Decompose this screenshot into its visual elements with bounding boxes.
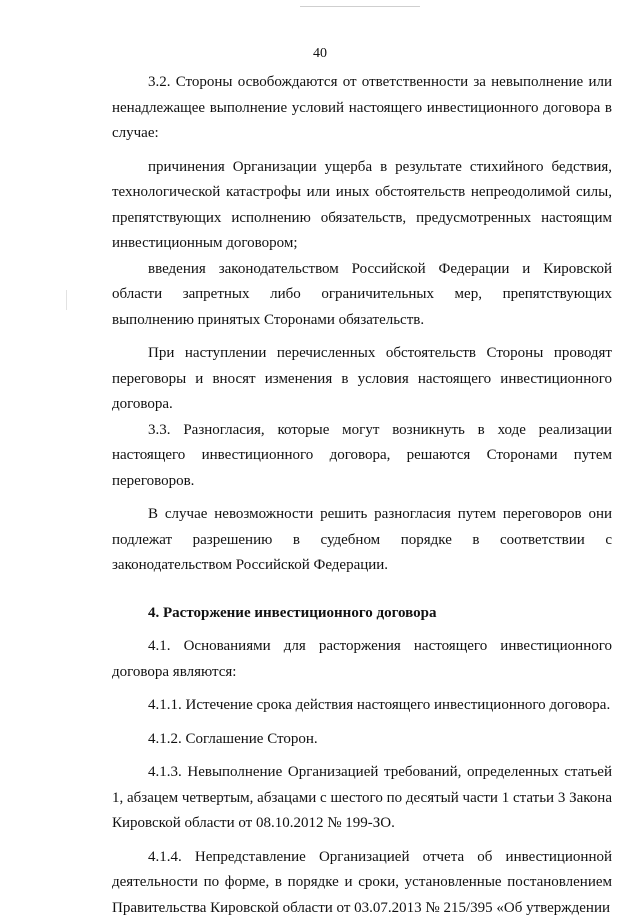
paragraph-4-1-3: 4.1.3. Невыполнение Организацией требований, определенных статьей 1, абзацем четвертым, абзацами с шестого по десятый части 1 статьи 3 Закона Кировской области от 08.10.2012 № 199-ЗО.: [112, 760, 612, 837]
page-number: 40: [0, 46, 640, 62]
margin-mark: [66, 290, 67, 310]
paragraph-4-1: 4.1. Основаниями для расторжения настоящего инвестиционного договора являются:: [112, 634, 612, 685]
section-heading-4: 4. Расторжение инвестиционного договора: [112, 601, 612, 627]
paragraph-negotiations: При наступлении перечисленных обстоятельств Стороны проводят переговоры и вносят изменения в условия настоящего инвестиционного договора.: [112, 341, 612, 418]
paragraph-4-1-4: 4.1.4. Непредставление Организацией отчета об инвестиционной деятельности по форме, в порядке и сроки, установленные постановлением Правительства Кировской области от 03.07.2013 № 215/395 «Об утверждении: [112, 845, 612, 921]
document-body: [112, 70, 612, 921]
paragraph-4-1-1: 4.1.1. Истечение срока действия настоящего инвестиционного договора.: [112, 693, 612, 719]
paragraph-restrictive-measures: введения законодательством Российской Федерации и Кировской области запретных либо ограничительных мер, препятствующих выполнению принятых Сторонами обязательств.: [112, 257, 612, 334]
paragraph-4-1-2: 4.1.2. Соглашение Сторон.: [112, 727, 612, 753]
paragraph-force-majeure-damage: причинения Организации ущерба в результате стихийного бедствия, технологической катастрофы или иных обстоятельств непреодолимой силы, препятствующих исполнению обязательств, предусмотренных настоящим инвестиционным договором;: [112, 155, 612, 257]
paragraph-court-resolution: В случае невозможности решить разногласия путем переговоров они подлежат разрешению в судебном порядке в соответствии с законодательством Российской Федерации.: [112, 502, 612, 579]
paragraph-3-2: 3.2. Стороны освобождаются от ответственности за невыполнение или ненадлежащее выполнение условий настоящего инвестиционного договора в случае:: [112, 70, 612, 147]
top-rule: [300, 6, 420, 7]
paragraph-3-3: 3.3. Разногласия, которые могут возникнуть в ходе реализации настоящего инвестиционного договора, решаются Сторонами путем переговоров.: [112, 418, 612, 495]
